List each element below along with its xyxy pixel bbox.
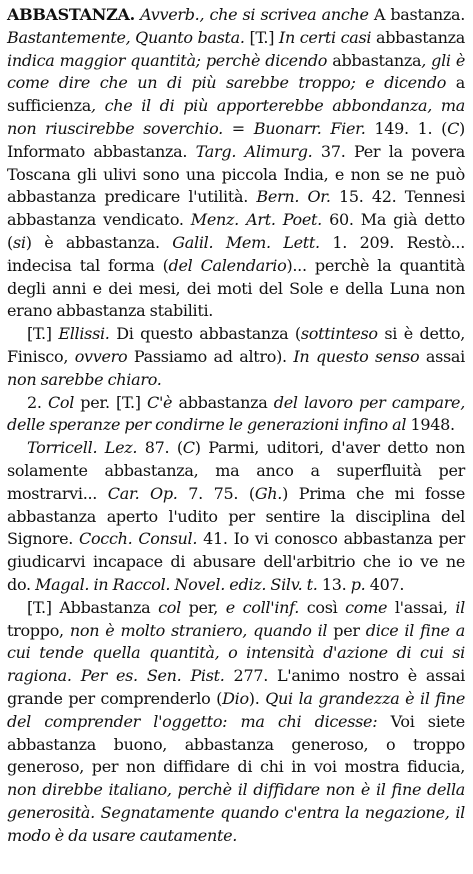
entry-text: abbastanza	[327, 50, 422, 70]
entry-italic-text: , gli è come dire che un di più sarebbe troppo; e dicendo	[7, 50, 465, 93]
entry-text: Passiamo ad altro).	[127, 346, 294, 366]
entry-text: )... perchè la quantità degli anni e dei mesi, dei moti del Sole e della Luna non erano abbastanza stabiliti.	[7, 255, 465, 321]
entry-italic-text: Ellissi.	[58, 324, 110, 344]
entry-italic-text: p.	[350, 574, 366, 594]
entry-text: 1948.	[406, 415, 455, 435]
entry-italic-text: come	[345, 597, 388, 617]
entry-italic-text: col	[158, 597, 181, 617]
entry-text: Voi siete abbastanza buono, abbastanza generoso, o troppo generoso, per non diffidare di chi in voi mostra fiducia,	[7, 711, 465, 777]
entry-italic-text: C'è	[147, 392, 173, 412]
entry-text: per	[327, 620, 366, 640]
entry-italic-text: Avverb., che si scrivea anche	[140, 5, 369, 24]
entry-text: 87. (	[137, 438, 183, 458]
entry-text: Di questo abbastanza (	[109, 324, 301, 344]
entry-italic-text: Dio	[222, 688, 249, 708]
entry-text: ) Parmi, uditori, d'aver detto non solamente abbastanza, ma anco a superfluità per mostrarvi...	[7, 438, 465, 503]
entry-italic-text: Cocch. Consul.	[79, 529, 198, 549]
entry-text: [T.] Abbastanza	[27, 597, 159, 617]
entry-text: 37. Per la povera Toscana gli ulivi sono una piccola India, e non se ne può abbastanza predicare l'utilità.	[7, 141, 466, 207]
entry-paragraph	[7, 4, 465, 323]
entry-text: a sufficienza	[7, 73, 465, 116]
dictionary-entry-abbastanza	[7, 4, 465, 847]
entry-text: =	[222, 118, 254, 138]
entry-italic-text: non è molto straniero, quando il	[69, 620, 328, 640]
entry-italic-text: dice il fine a cui tende quella quantità, o intensità d'azione di cui si ragiona. Per es. Sen. Pist.	[7, 620, 465, 686]
entry-text: ) Prima che mi fosse abbastanza aperto l'udito per sentire la disciplina del Signore.	[7, 483, 465, 549]
entry-text: così	[299, 597, 346, 617]
entry-text: 13.	[317, 574, 351, 594]
entry-paragraph	[7, 437, 465, 597]
entry-text: si è detto, Finisco,	[7, 324, 466, 366]
entry-italic-text: sottinteso	[300, 324, 378, 344]
entry-paragraph	[7, 597, 465, 848]
entry-italic-text: Bern. Or.	[256, 187, 331, 207]
entry-text: 407.	[365, 574, 405, 594]
entry-italic-text: il	[455, 597, 465, 617]
entry-italic-text: C	[447, 118, 460, 138]
entry-text: assai	[419, 346, 465, 366]
entry-italic-text: Car. Op.	[107, 483, 178, 503]
entry-text: l'assai,	[387, 597, 456, 617]
entry-text: 1. 209. Restò... indecisa tal forma (	[7, 232, 465, 275]
entry-italic-text: In certi casi	[278, 27, 372, 47]
entry-italic-text: Torricell. Lez.	[27, 438, 138, 458]
entry-paragraph	[7, 323, 465, 391]
entry-italic-text: ovvero	[74, 346, 128, 366]
entry-paragraph	[7, 392, 465, 438]
entry-text: A bastanza.	[368, 5, 465, 24]
entry-italic-text: non sarebbe chiaro.	[7, 369, 162, 389]
entry-italic-text: Col	[47, 392, 75, 412]
entry-text: abbastanza	[172, 392, 274, 412]
entry-text: 277. L'animo nostro è assai grande per comprenderlo (	[7, 666, 466, 708]
entry-italic-text: In questo senso	[293, 346, 420, 366]
entry-text: abbastanza	[371, 27, 465, 47]
entry-text: [T.]	[27, 324, 59, 344]
entry-italic-text: del Calendario	[168, 255, 287, 275]
entry-text: 41. Io vi conosco abbastanza per giudicarvi incapace di abusare dell'arbitrio che io ve ne do.	[7, 529, 465, 594]
entry-text: 7. 75. (	[177, 483, 255, 503]
entry-text: per. [T.]	[74, 392, 147, 412]
entry-italic-text: indica maggior quantità; perchè dicendo	[7, 50, 328, 70]
entry-italic-text: non direbbe italiano, perchè il diffidare non è il fine della generosità. Segnatamente quando c'entra la negazione, il modo è da usare cautamente.	[7, 780, 465, 845]
entry-italic-text: Targ. Alimurg.	[195, 141, 313, 161]
entry-italic-text: Galil. Mem. Lett.	[172, 232, 320, 252]
entry-text: 149. 1. (	[365, 118, 448, 138]
entry-text: 2.	[27, 392, 48, 412]
entry-italic-text: Qui la grandezza è il fine del comprender l'oggetto: ma chi dicesse:	[7, 688, 466, 731]
entry-text: ) Informato abbastanza.	[7, 118, 465, 161]
entry-headword: ABBASTANZA.	[7, 5, 135, 24]
entry-italic-text: Bastantemente, Quanto basta.	[7, 27, 245, 47]
entry-italic-text: e coll'inf.	[225, 597, 300, 617]
entry-italic-text: del lavoro per campare, delle speranze per condirne le generazioni infino al	[7, 392, 466, 435]
entry-italic-text: Menz. Art. Poet.	[190, 210, 322, 230]
entry-text: ).	[248, 688, 266, 708]
entry-italic-text: si	[12, 232, 26, 252]
entry-text: ) è abbastanza.	[25, 232, 173, 252]
entry-text: troppo,	[7, 620, 70, 640]
entry-text: [T.]	[244, 27, 279, 47]
entry-italic-text: Magal. in Raccol. Novel. ediz. Silv. t.	[35, 574, 318, 594]
entry-text: 15. 42. Tennesi abbastanza vendicato.	[7, 187, 466, 230]
entry-italic-text: Gh.	[254, 483, 283, 503]
entry-text: 60. Ma già detto (	[7, 210, 466, 252]
entry-italic-text: Buonarr. Fier.	[253, 118, 366, 138]
entry-italic-text: C	[182, 438, 195, 458]
entry-text: per,	[180, 597, 226, 617]
entry-italic-text: , che il di più apporterebbe abbondanza, ma non riuscirebbe soverchio.	[7, 96, 465, 138]
